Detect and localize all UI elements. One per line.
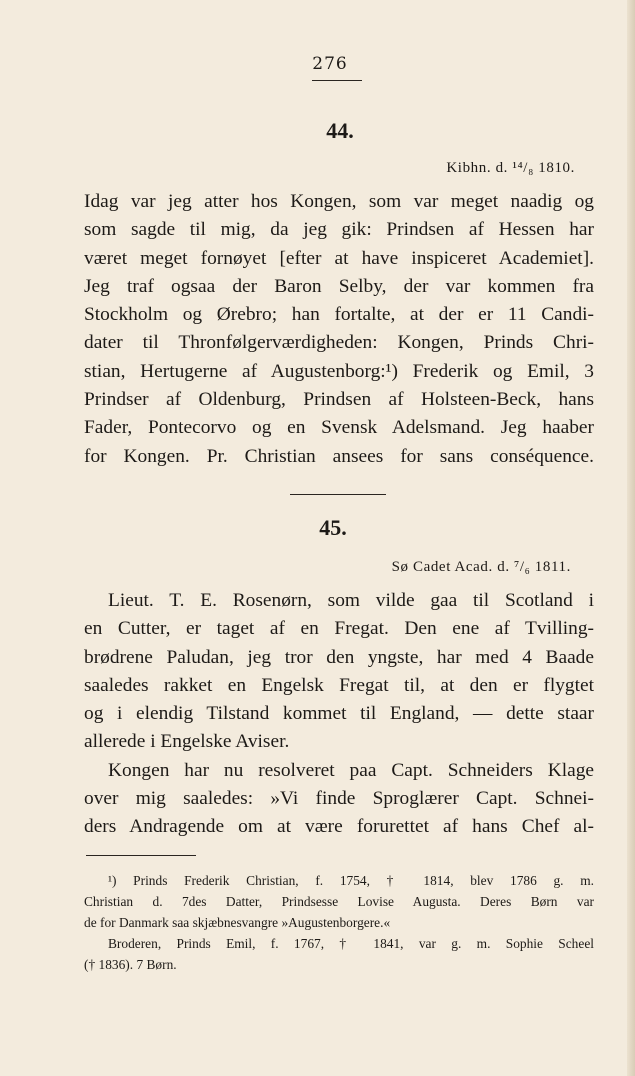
page-edge <box>627 0 635 1076</box>
footnote-rule <box>86 855 196 856</box>
section-44-text <box>84 188 594 471</box>
section-number: 45. <box>319 515 347 540</box>
text-line: Stockholm og Ørebro; han fortalte, at der er 11 Candi- <box>84 304 594 326</box>
text-line: Kongen har nu resolveret paa Capt. Schneiders Klage <box>108 759 594 781</box>
text-line: Idag var jeg atter hos Kongen, som var meget naadig og <box>84 191 594 212</box>
footnote-line: de for Danmark saa skjæbnesvangre »Augustenborgere.« <box>84 915 391 930</box>
text-line: stian, Hertugerne af Augustenborg:¹) Frederik og Emil, 3 <box>84 360 594 382</box>
text-line: Fader, Pontecorvo og en Svensk Adelsmand. Jeg haaber <box>84 417 594 439</box>
page-number: 276 <box>312 54 348 74</box>
text-line: og i elendig Tilstand kommet til England, — dette staar <box>84 703 594 725</box>
text-line: allerede i Engelske Aviser. <box>84 731 290 753</box>
text-line: for Kongen. Pr. Christian ansees for sans conséquence. <box>84 445 594 467</box>
text-line: som sagde til mig, da jeg gik: Prindsen af Hessen har <box>84 219 594 241</box>
text-line: dater til Thronfølgerværdigheden: Kongen, Prinds Chri- <box>84 332 594 354</box>
section-divider <box>290 494 386 495</box>
text-line: over mig saaledes: »Vi finde Sproglærer Capt. Schnei- <box>84 788 594 810</box>
section-date: Sø Cadet Acad. d. ⁷/₆ 1811. <box>391 559 571 575</box>
section-number: 44. <box>326 118 354 143</box>
text-line: saaledes rakket en Engelsk Fregat til, at den er flygtet <box>84 674 594 696</box>
section-date: Kibhn. d. ¹⁴/₈ 1810. <box>446 160 575 176</box>
footnotes <box>84 870 594 975</box>
footnote-line: Broderen, Prinds Emil, f. 1767, † 1841, var g. m. Sophie Scheel <box>108 936 594 951</box>
section-45-text <box>84 587 594 842</box>
footnote-line: († 1836). 7 Børn. <box>84 957 177 972</box>
text-line: ders Andragende om at være forurettet af hans Chef al- <box>84 816 594 838</box>
page-number-rule <box>312 80 362 81</box>
text-line: en Cutter, er taget af en Fregat. Den ene af Tvilling- <box>84 618 594 640</box>
text-line: Lieut. T. E. Rosenørn, som vilde gaa til Scotland i <box>108 590 594 611</box>
footnote-line: ¹) Prinds Frederik Christian, f. 1754, † 1814, blev 1786 g. m. <box>108 873 594 888</box>
text-line: Jeg traf ogsaa der Baron Selby, der var kommen fra <box>84 275 594 297</box>
text-line: brødrene Paludan, jeg tror den yngste, har med 4 Baade <box>84 646 594 668</box>
text-line: været meget fornøyet [efter at have inspiceret Academiet]. <box>84 247 594 269</box>
text-line: Prindser af Oldenburg, Prindsen af Holsteen-Beck, hans <box>84 389 594 411</box>
footnote-line: Christian d. 7des Datter, Prindsesse Lovise Augusta. Deres Børn var <box>84 894 594 909</box>
